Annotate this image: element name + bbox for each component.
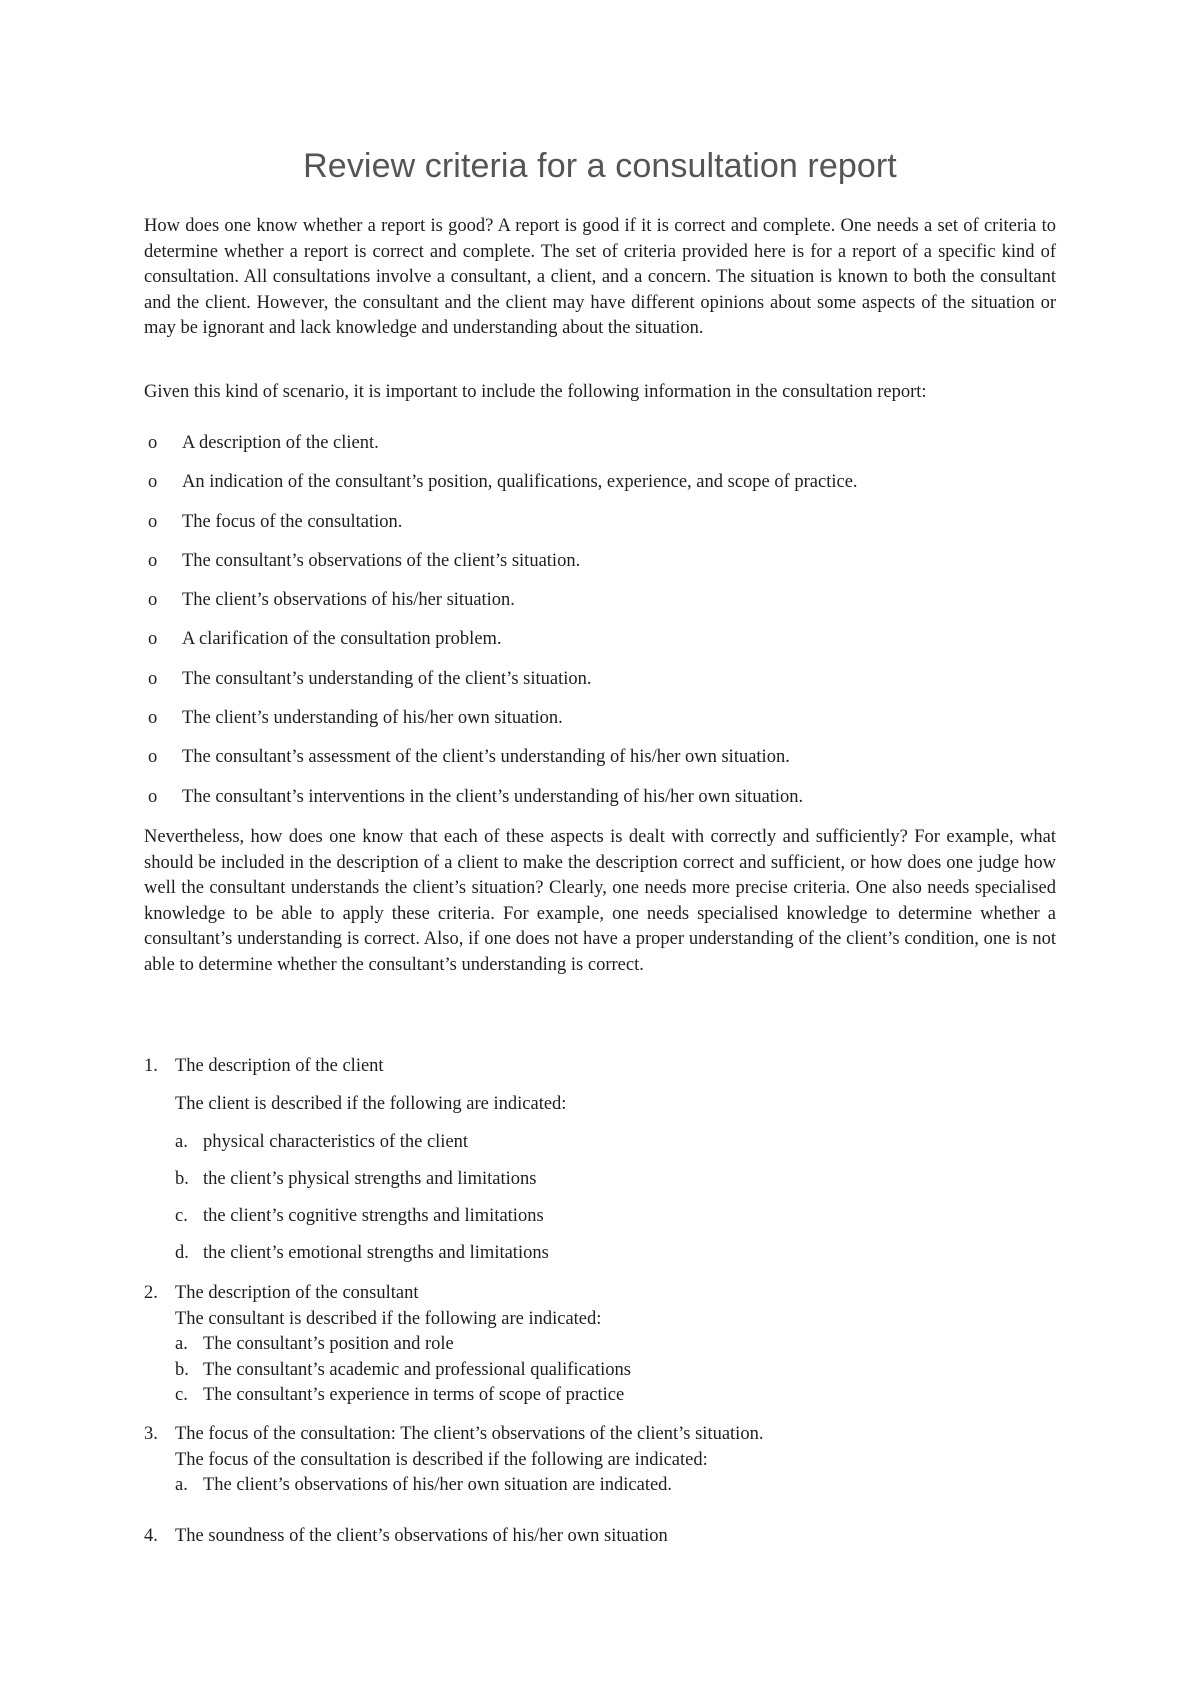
- section-heading: The focus of the consultation: The client’s observations of the client’s situation.: [175, 1424, 764, 1444]
- item-text: the client’s physical strengths and limitations: [203, 1169, 537, 1189]
- list-item: o The client’s understanding of his/her own situation.: [144, 706, 1056, 745]
- item-letter: b.: [175, 1169, 189, 1189]
- section-lead: The consultant is described if the following are indicated:: [175, 1308, 602, 1329]
- bullet-icon: o: [148, 550, 158, 571]
- item-text: physical characteristics of the client: [203, 1132, 469, 1152]
- item-letter: c.: [175, 1206, 188, 1226]
- section-lead: The focus of the consultation is described if the following are indicated:: [175, 1449, 708, 1470]
- info-bullet-list: [144, 431, 1056, 824]
- intro-paragraph: How does one know whether a report is good? A report is good if it is correct and complete. One needs a set of criteria to determine whether a report is correct and complete. The set of criteria provided here is for a report of a specific kind of consultation. All consultations involve a consultant, a client, and a concern. The situation is known to both the consultant and the client. However, the consultant and the client may have different opinions about some aspects of the situation or may be ignorant and lack knowledge and understanding about the situation.: [144, 216, 1056, 338]
- list-item: o The consultant’s understanding of the client’s situation.: [144, 667, 1056, 706]
- item-text: the client’s cognitive strengths and limitations: [203, 1206, 544, 1226]
- bullet-icon: o: [148, 590, 158, 611]
- item-letter: a.: [175, 1475, 188, 1495]
- section-heading: The description of the client: [175, 1056, 384, 1076]
- item-letter: a.: [175, 1334, 188, 1354]
- section-heading: The soundness of the client’s observations of his/her own situation: [175, 1526, 668, 1546]
- item-text: The client’s observations of his/her own situation are indicated.: [203, 1475, 673, 1495]
- list-item: o The consultant’s interventions in the client’s understanding of his/her own situation.: [144, 785, 1056, 824]
- bullet-icon: o: [148, 708, 158, 729]
- bullet-icon: o: [148, 786, 158, 807]
- item-letter: c.: [175, 1385, 188, 1405]
- bullet-icon: o: [148, 472, 158, 493]
- list-item: o The consultant’s assessment of the client’s understanding of his/her own situation.: [144, 745, 1056, 784]
- bullet-icon: o: [148, 433, 158, 453]
- list-item: o The client’s observations of his/her situation.: [144, 588, 1056, 627]
- bullet-icon: o: [148, 629, 158, 650]
- item-letter: d.: [175, 1243, 189, 1263]
- list-item: o A clarification of the consultation problem.: [144, 627, 1056, 666]
- bullet-icon: o: [148, 511, 158, 532]
- section-number: 2.: [144, 1283, 158, 1303]
- item-letter: b.: [175, 1359, 189, 1380]
- given-paragraph: Given this kind of scenario, it is important to include the following information in the consultation report:: [144, 382, 927, 402]
- section-number: 3.: [144, 1424, 158, 1444]
- page-title: Review criteria for a consultation report: [303, 147, 897, 185]
- list-item: o The consultant’s observations of the client’s situation.: [144, 549, 1056, 588]
- list-item: o The focus of the consultation.: [144, 510, 1056, 549]
- section-lead: The client is described if the following are indicated:: [175, 1094, 567, 1114]
- bullet-icon: o: [148, 668, 158, 689]
- list-item: o A description of the client.: [144, 431, 1056, 470]
- bullet-icon: o: [148, 747, 158, 768]
- item-letter: a.: [175, 1132, 188, 1152]
- section-number: 1.: [144, 1056, 158, 1076]
- section-heading: The description of the consultant: [175, 1283, 419, 1303]
- nevertheless-paragraph: Nevertheless, how does one know that each of these aspects is dealt with correctly and sufficiently? For example, what should be included in the description of a client to make the description correct and sufficient, or how does one judge how well the consultant understands the client’s situation? Clearly, one needs more precise criteria. One also needs specialised knowledge to be able to apply these criteria. For example, one needs specialised knowledge to determine whether a consultant’s understanding is correct. Also, if one does not have a proper understanding of the client’s condition, one is not able to determine whether the consultant’s understanding is correct.: [144, 827, 1056, 975]
- item-text: the client’s emotional strengths and limitations: [203, 1243, 549, 1263]
- item-text: The consultant’s experience in terms of scope of practice: [203, 1385, 625, 1405]
- item-text: The consultant’s position and role: [203, 1334, 454, 1354]
- item-text: The consultant’s academic and professional qualifications: [203, 1359, 631, 1380]
- section-number: 4.: [144, 1526, 158, 1546]
- list-item: o An indication of the consultant’s position, qualifications, experience, and scope of practice.: [144, 470, 1056, 509]
